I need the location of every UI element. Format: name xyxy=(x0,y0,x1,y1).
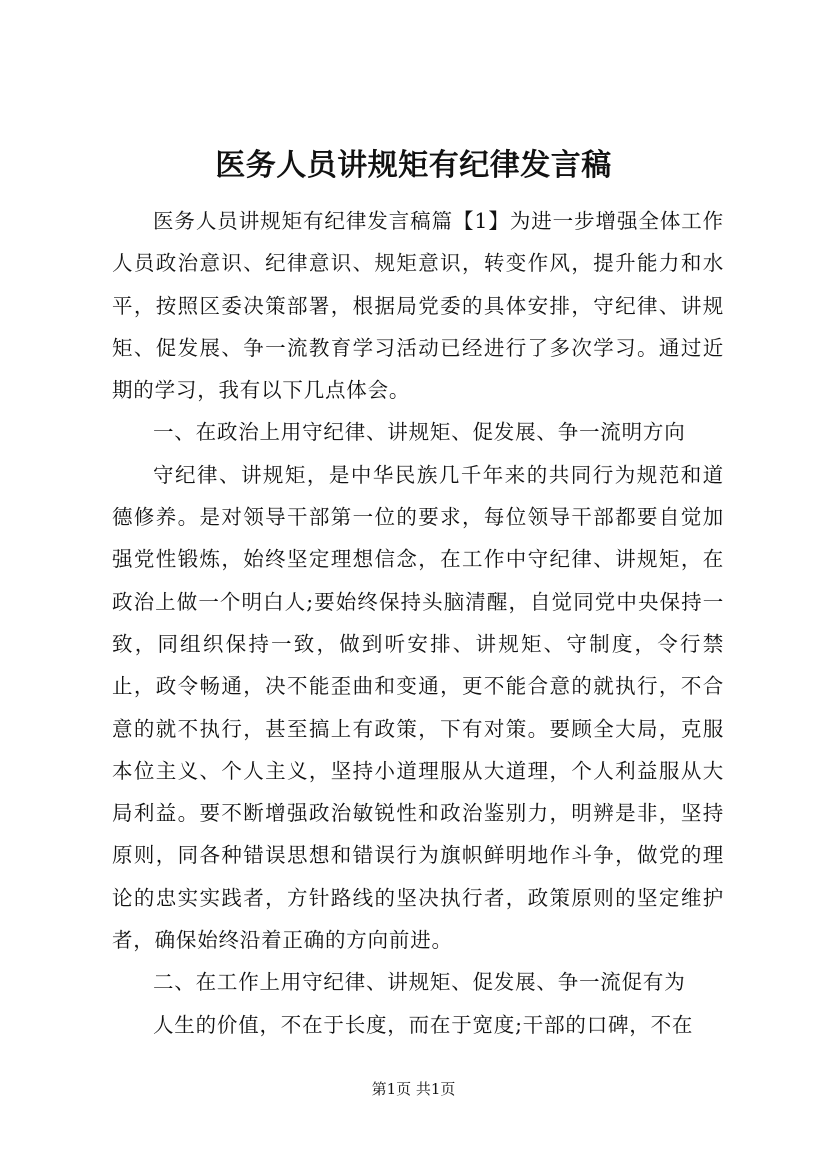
paragraph-section-1: 守纪律、讲规矩，是中华民族几千年来的共同行为规范和道德修养。是对领导干部第一位的要求，每位领导干部都要自觉加强党性锻炼，始终坚定理想信念，在工作中守纪律、讲规矩，在政治上做一个明白人;要始终保持头脑清醒，自觉同党中央保持一致，同组织保持一致，做到听安排、讲规矩、守制度，令行禁止，政令畅通，决不能歪曲和变通，更不能合意的就执行，不合意的就不执行，甚至搞上有政策，下有对策。要顾全大局，克服本位主义、个人主义，坚持小道理服从大道理，个人利益服从大局利益。要不断增强政治敏锐性和政治鉴别力，明辨是非，坚持原则，同各种错误思想和错误行为旗帜鲜明地作斗争，做党的理论的忠实实践者，方针路线的坚决执行者，政策原则的坚定维护者，确保始终沿着正确的方向前进。 xyxy=(112,462,724,953)
document-body xyxy=(112,200,724,1046)
paragraph-intro: 医务人员讲规矩有纪律发言稿篇【1】为进一步增强全体工作人员政治意识、纪律意识、规矩意识，转变作风，提升能力和水平，按照区委决策部署，根据局党委的具体安排，守纪律、讲规矩、促发展、争一流教育学习活动已经进行了多次学习。通过近期的学习，我有以下几点体会。 xyxy=(112,209,724,403)
page-footer: 第1页 共1页 xyxy=(371,1080,456,1098)
document-title: 医务人员讲规矩有纪律发言稿 xyxy=(215,148,612,183)
section-heading-2: 二、在工作上用守纪律、讲规矩、促发展、争一流促有为 xyxy=(153,970,686,995)
paragraph-section-2: 人生的价值，不在于长度，而在于宽度;干部的口碑，不在 xyxy=(153,1012,694,1037)
section-heading-1: 一、在政治上用守纪律、讲规矩、促发展、争一流明方向 xyxy=(153,420,686,445)
